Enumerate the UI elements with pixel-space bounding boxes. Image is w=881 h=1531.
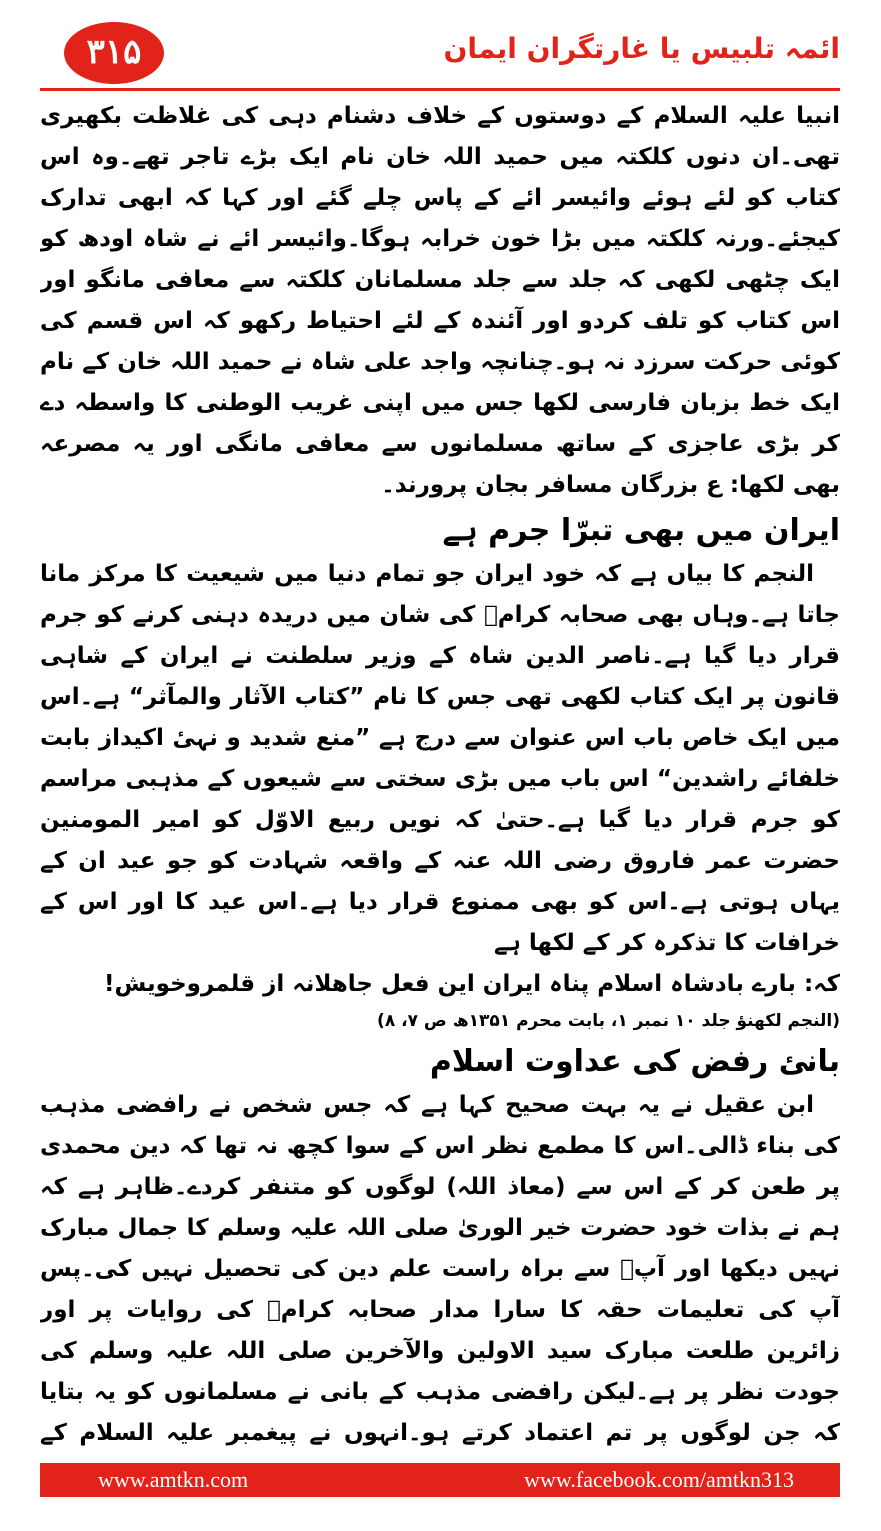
header-divider bbox=[40, 88, 840, 91]
page-number-badge: ۳۱۵ bbox=[64, 22, 164, 84]
facebook-link[interactable]: www.facebook.com/amtkn313 bbox=[524, 1467, 794, 1492]
page-body bbox=[40, 96, 840, 1456]
paragraph-1: انبیا علیہ السلام کے دوستوں کے خلاف دشنام دہی کی غلاظت بکھیری تھی۔ان دنوں کلکتہ میں حمید اللہ خان نام ایک بڑے تاجر تھے۔وہ اس کتاب کو لئے ہوئے وائیسر ائے کے پاس چلے گئے اور کہا کہ ابھی تدارک کیجئے۔ورنہ کلکتہ میں بڑا خون خرابہ ہوگا۔وائیسر ائے نے شاہ اودھ کو ایک چٹھی لکھی کہ جلد سے جلد مسلمانان کلکتہ سے معافی مانگو اور اس کتاب کو تلف کردو اور آئندہ کے لئے احتیاط رکھو کہ اس قسم کی کوئی حرکت سرزد نہ ہو۔چنانچہ واجد علی شاہ نے حمید اللہ خان کے نام ایک خط بزبان فارسی لکھا جس میں اپنی غریب الوطنی کا واسطہ دے کر بڑی عاجزی کے ساتھ مسلمانوں سے معافی مانگی اور یہ مصرعہ بھی لکھا: ع بزرگان مسافر بجان پرورند۔ bbox=[40, 103, 840, 498]
section-heading-iran: ایران میں بھی تبرّا جرم ہے bbox=[442, 513, 840, 548]
page-footer bbox=[40, 1463, 840, 1497]
paragraph-3: ابن عقیل نے یہ بہت صحیح کہا ہے کہ جس شخص نے رافضی مذہب کی بناء ڈالی۔اس کا مطمع نظر اس کے سوا کچھ نہ تھا کہ دین محمدی پر طعن کر کے اس سے (معاذ اللہ) لوگوں کو متنفر کردے۔ظاہر ہے کہ ہم نے بذات خود حضرت خیر الوریٰ صلی اللہ علیہ وسلم کا جمال مبارک نہیں دیکھا اور آپؐ سے براہ راست علم دین کی تحصیل نہیں کی۔پس آپ کی تعلیمات حقہ کا سارا مدار صحابہ کرامؓ کی روایات پر اور زائرین طلعت مبارک سید الاولین والآخرین صلی اللہ علیہ وسلم کی جودت نظر پر ہے۔لیکن رافضی مذہب کے بانی نے مسلمانوں کو یہ بتایا کہ جن لوگوں پر تم اعتماد کرتے ہو۔انہوں نے پیغمبر علیہ السلام کے bbox=[40, 1092, 840, 1446]
book-title: ائمہ تلبیس یا غارتگران ایمان bbox=[443, 32, 840, 65]
page-header bbox=[40, 18, 840, 90]
paragraph-2: النجم کا بیاں ہے کہ خود ایران جو تمام دنیا میں شیعیت کا مرکز مانا جاتا ہے۔وہاں بھی صحابہ کرامؓ کی شان میں دریدہ دہنی کرنے کو جرم قرار دیا گیا ہے۔ناصر الدین شاہ کے وزیر سلطنت نے ایران کے شاہی قانون پر ایک کتاب لکھی تھی جس کا نام ”کتاب الآثار والمآثر“ ہے۔اس میں ایک خاص باب اس عنوان سے درج ہے ”منع شدید و نہیٔ اکیداز بابت خلفائے راشدین“ اس باب میں بڑی سختی سے شیعوں کے مذہبی مراسم کو جرم قرار دیا گیا ہے۔حتیٰ کہ نویں ربیع الاوّل کو امیر المومنین حضرت عمر فاروق رضی اللہ عنہ کے واقعہ شہادت کو جو عید ان کے یہاں ہوتی ہے۔اس کو بھی ممنوع قرار دیا ہے۔اس عید کا اور اس کے خرافات کا تذکرہ کر کے لکھا ہے bbox=[40, 561, 840, 956]
section-heading-rafz: بانئ رفض کی عداوت اسلام bbox=[429, 1044, 840, 1079]
website-link[interactable]: www.amtkn.com bbox=[98, 1467, 249, 1492]
persian-quote: کہ: بارے بادشاہ اسلام پناہ ایران این فعل جاھلانہ از قلمروخویش! bbox=[104, 971, 840, 997]
citation: (النجم لکھنؤ جلد ۱۰ نمبر ۱، بابت محرم ۱۳۵۱ھ ص ۷، ۸) bbox=[377, 1011, 840, 1031]
